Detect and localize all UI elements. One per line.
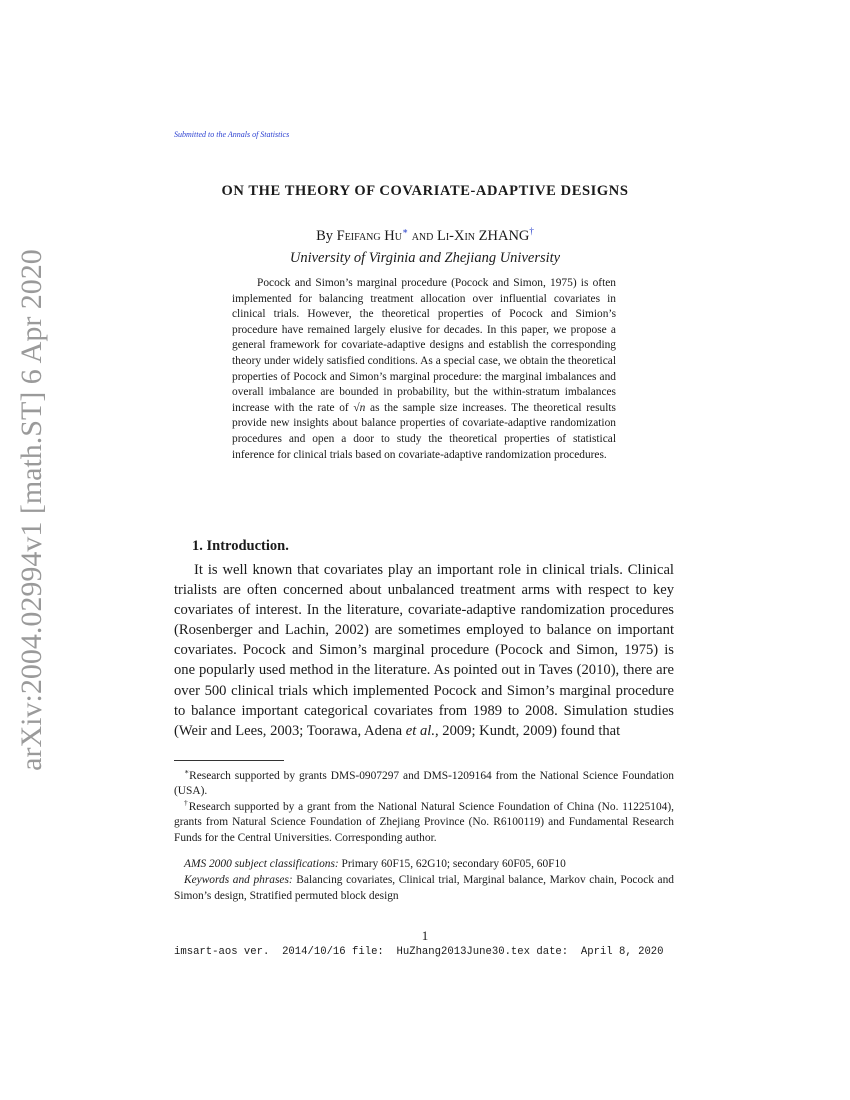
footnote-rule (174, 760, 284, 761)
arxiv-margin-stamp (6, 240, 58, 780)
author-2: Li-Xin ZHANG (436, 227, 530, 244)
intro-paragraph (174, 560, 674, 741)
ams-classification (174, 857, 674, 873)
ams-text: Primary 60F15, 62G10; secondary 60F05, 60F10 (338, 858, 566, 870)
abstract-text-2: as the sample size increases. The theoretical results provide new insights about balance properties of covariate-adaptive randomization procedures and open a door to study the theoretical properties of statistical inference for clinical trials based on covariate-adaptive randomization procedures. (232, 401, 616, 461)
abstract-text-1: Pocock and Simon’s marginal procedure (Pocock and Simon, 1975) is often implemented for balancing treatment allocation over influential covariates in clinical trials. However, the theoretical properties of Pocock and Simion’s procedure have remained largely elusive for decades. In this paper, we propose a general framework for covariate-adaptive designs and establish the corresponding theory under widely satisfied conditions. As a special case, we obtain the theoretical properties of Pocock and Simon’s marginal procedure: the marginal imbalances and overall imbalance are bounded in probability, but the within-stratum imbalances increase with the rate of (232, 277, 616, 414)
intro-text-1: It is well known that covariates play an important role in clinical trials. Clinical trialists are often concerned about unbalanced treatment arms with respect to key covariates of interest. In the literature, covariate-adaptive randomization procedures (Rosenberger and Lachin, 2002) are sometimes employed to balance on important covariates. Pocock and Simon’s marginal procedure (Pocock and Simon, 1975) is one popularly used method in the literature. As pointed out in Taves (2010), there are over 500 clinical trials which implemented Pocock and Simon’s marginal procedure to balance important categorical covariates from 1989 to 2008. Simulation studies (Weir and Lees, 2003; Toorawa, Adena (174, 562, 674, 739)
intro-etal: et al. (405, 722, 435, 739)
abstract (232, 276, 616, 463)
keywords-text: Balancing covariates, Clinical trial, Marginal balance, Markov chain, Pocock and Simon’s design, Stratified permuted block design (174, 874, 674, 902)
arxiv-identifier: arXiv:2004.02994v1 [math.ST] 6 Apr 2020 (15, 249, 48, 771)
paper-title: ON THE THEORY OF COVARIATE-ADAPTIVE DESIGNS (221, 183, 629, 199)
author-line (0, 226, 850, 245)
keywords (174, 873, 674, 904)
section-heading: 1. Introduction. (192, 538, 289, 554)
intro-text-2: , 2009; Kundt, 2009) found that (434, 722, 621, 739)
author-2-footnote-mark[interactable]: † (529, 226, 534, 236)
footnote-2-mark: † (184, 798, 189, 807)
author-1: Feifang Hu (336, 227, 402, 244)
footnote-1-text: Research supported by grants DMS-0907297 and DMS-1209164 from the National Science Foundation (USA). (174, 769, 674, 798)
footnote-2 (174, 795, 674, 846)
journal-header-link[interactable]: Submitted to the Annals of Statistics (174, 130, 290, 139)
affiliation: University of Virginia and Zhejiang University (289, 250, 561, 266)
sqrt-n-math: √n (353, 401, 366, 414)
keywords-label: Keywords and phrases: (184, 874, 293, 886)
footnote-1-mark: ∗ (184, 767, 190, 776)
footer-meta: imsart-aos ver. 2014/10/16 file: HuZhang2013June30.tex date: April 8, 2020 (174, 946, 664, 958)
by-word: By (316, 227, 333, 244)
and-word: and (411, 227, 434, 244)
page-number: 1 (421, 928, 429, 943)
ams-label: AMS 2000 subject classifications: (184, 858, 339, 870)
author-1-footnote-mark[interactable]: ∗ (401, 226, 409, 236)
footnote-2-text: Research supported by a grant from the National Natural Science Foundation of China (No. 11225104), grants from Natural Science Foundation of Zhejiang Province (No. R6100119) and Fundamental Research Funds for the Central Universities. Corresponding author. (174, 800, 675, 844)
